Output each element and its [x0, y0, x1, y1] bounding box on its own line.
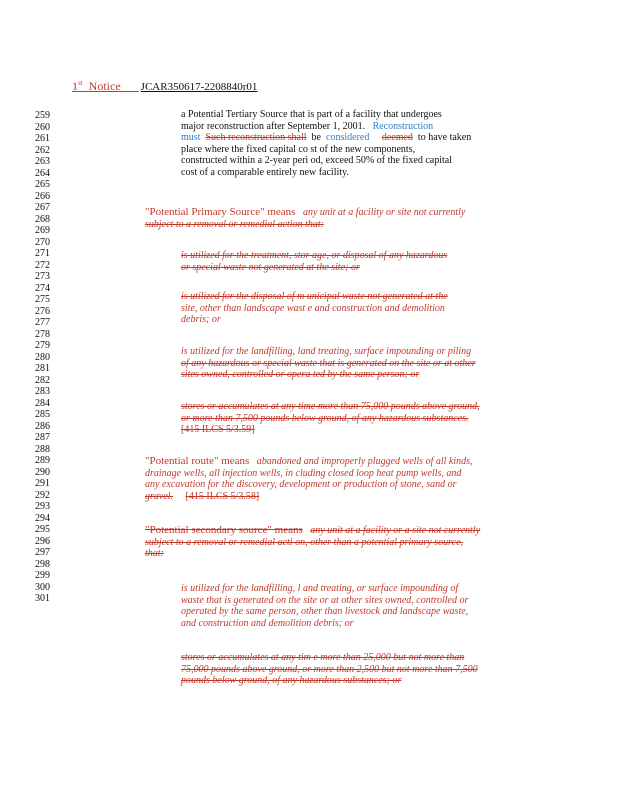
line-number: 259 — [35, 110, 50, 121]
line-number: 278 — [35, 328, 50, 340]
text-line: "Potential route" means abandoned and improperly plugged wells of all kinds, — [145, 455, 473, 467]
line-number: 294 — [35, 512, 50, 524]
line-number: 260 — [35, 121, 50, 133]
line-number: 289 — [35, 455, 50, 466]
line-number: 298 — [35, 558, 50, 570]
text-line: subject to a removal or remedial action that: — [145, 218, 324, 230]
secondary-source-item-b — [181, 652, 478, 687]
line-number: 268 — [35, 213, 50, 225]
line-number: 267 — [35, 202, 50, 213]
definition-potential-primary-source — [145, 207, 465, 230]
text-line: constructed within a 2-year peri od, exceed 50% of the fixed capital — [181, 155, 453, 166]
text-line: site, other than landscape wast e and construction and demolition — [181, 302, 445, 314]
line-number: 285 — [35, 409, 50, 420]
line-number: 284 — [35, 397, 50, 409]
line-number: 279 — [35, 340, 50, 351]
text-line: any excavation for the discovery, development or production of stone, sand or — [145, 479, 457, 490]
text-line: is utilized for the landfilling, land treating, surface impounding or piling — [181, 346, 472, 357]
text-line: waste that is generated on the site or at other sites owned, controlled or — [181, 594, 469, 606]
line-number: 290 — [35, 466, 50, 478]
line-number: 273 — [35, 271, 50, 282]
line-number: 296 — [35, 535, 50, 547]
line-number: 276 — [35, 305, 50, 317]
line-number: 293 — [35, 501, 50, 512]
text-line: is utilized for the landfilling, l and treating, or surface impounding of — [181, 583, 459, 594]
primary-source-item-d — [181, 401, 480, 436]
primary-source-item-b — [181, 291, 448, 326]
text-line: that: — [145, 548, 164, 559]
line-number: 291 — [35, 478, 50, 489]
line-number: 274 — [35, 282, 50, 294]
text-line: must Such reconstruction shall be considered deemed to have taken — [181, 132, 472, 143]
line-number: 300 — [35, 581, 50, 593]
line-number: 286 — [35, 420, 50, 432]
text-line: stores or accumulates at any time more than 75,000 pounds above ground, — [181, 401, 480, 412]
text-line: place where the fixed capital co st of the new components, — [181, 143, 416, 155]
citation: [415 ILCS 5/3.59] — [181, 424, 255, 435]
line-number: 288 — [35, 443, 50, 455]
line-number: 262 — [35, 144, 50, 156]
line-number: 272 — [35, 259, 50, 271]
line-number: 281 — [35, 363, 50, 374]
line-number: 269 — [35, 225, 50, 236]
text-line: subject to a removal or remedial acti on, other than a potential primary source, — [145, 536, 464, 548]
text-line: a Potential Tertiary Source that is part of a facility that undergoes — [181, 109, 442, 120]
primary-source-item-a — [181, 250, 447, 273]
line-number: 266 — [35, 190, 50, 202]
line-number: 292 — [35, 489, 50, 501]
definition-potential-secondary-source — [145, 525, 480, 560]
text-line: gravel. [415 ILCS 5/3.58] — [145, 490, 260, 502]
line-number: 261 — [35, 133, 50, 144]
primary-source-item-c — [181, 346, 476, 381]
line-number: 299 — [35, 570, 50, 581]
line-number: 264 — [35, 167, 50, 179]
line-number: 263 — [35, 156, 50, 167]
line-number: 265 — [35, 179, 50, 190]
line-number: 297 — [35, 547, 50, 558]
notice-label: 1st Notice — [72, 79, 121, 93]
line-number: 283 — [35, 386, 50, 397]
secondary-source-item-a — [181, 583, 468, 629]
text-line: is utilized for the treatment, stor age, or disposal of any hazardous — [181, 250, 448, 261]
line-number: 271 — [35, 248, 50, 259]
text-line: or more than 7,500 pounds below ground, of any hazardous substances. — [181, 412, 469, 424]
line-number: 275 — [35, 294, 50, 305]
text-line: stores or accumulates at any tim e more than 25,000 but not more than — [181, 652, 465, 663]
line-number: 287 — [35, 432, 50, 443]
text-line: "Potential Primary Source" means any unit at a facility or site not currently — [145, 206, 466, 218]
line-number: 270 — [35, 236, 50, 248]
definition-potential-route — [145, 456, 473, 502]
document-code: JCAR350617-2208840r01 — [140, 81, 258, 93]
text-line: of any hazardous or special waste that is generated on the site or at other — [181, 357, 476, 369]
paragraph-tertiary-source — [181, 109, 471, 178]
text-line: or special waste not generated at the site; or — [181, 261, 360, 273]
text-line: cost of a comparable entirely new facility. — [181, 166, 349, 178]
document-header — [72, 79, 257, 94]
text-line: and construction and demolition debris; or — [181, 617, 354, 629]
text-line: pounds below ground, of any hazardous substances; or — [181, 675, 402, 686]
line-number: 280 — [35, 351, 50, 363]
text-line: 75,000 pounds above ground, or more than 2,500 but not more than 7,500 — [181, 663, 478, 675]
text-line: drainage wells, all injection wells, in cluding closed loop heat pump wells, and — [145, 467, 462, 479]
text-line: sites owned, controlled or opera ted by the same person; or — [181, 369, 420, 380]
text-line: major reconstruction after September 1, 2001. Reconstruction — [181, 120, 434, 132]
text-line: "Potential secondary source" means any unit at a facility or a site not currently — [145, 524, 481, 536]
text-line: is utilized for the disposal of m unicipal waste not generated at the — [181, 291, 448, 302]
line-number: 295 — [35, 524, 50, 535]
text-line: operated by the same person, other than livestock and landscape waste, — [181, 606, 469, 617]
line-number: 277 — [35, 317, 50, 328]
text-line: debris; or — [181, 314, 221, 325]
line-number: 282 — [35, 374, 50, 386]
line-number: 301 — [35, 593, 50, 604]
